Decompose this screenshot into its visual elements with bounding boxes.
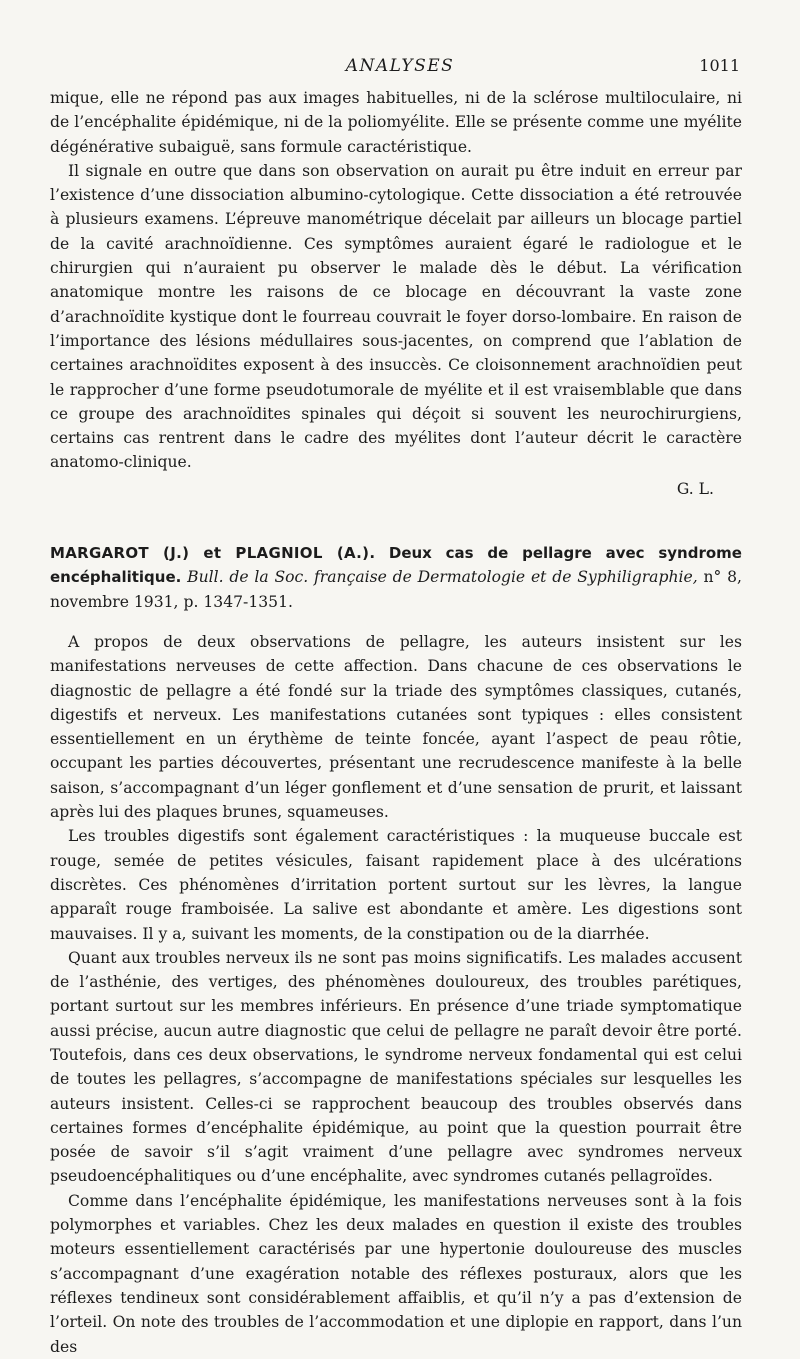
running-header bbox=[0, 56, 800, 80]
page-number: 1011 bbox=[699, 56, 740, 75]
paragraph: Comme dans l’encéphalite épidémique, les manifestations nerveuses sont à la fois polymorphes et variables. Chez les deux malades en question il existe des troubles moteurs essentiellement caractérisés par une hypertonie douloureuse des muscles s’accompagnant d’une exagération notable des réflexes posturaux, alors que les réflexes tendineux sont considérablement affaiblis, et qu’il n’y a pas d’extension de l’orteil. On note des troubles de l’accommodation et une diplopie en rapport, dans l’un des bbox=[50, 1191, 742, 1356]
section-spacer bbox=[50, 501, 742, 541]
paragraph: mique, elle ne répond pas aux images habituelles, ni de la sclérose multiloculaire, ni de l’encéphalite épidémique, ni de la poliomyélite. Elle se présente comme une myélite dégénérative subaiguë, sans formule caractéristique. bbox=[50, 89, 742, 156]
entry-citation: n° 8, novembre 1931, p. 1347-1351. bbox=[50, 568, 743, 611]
entry-authors: MARGAROT (J.) et PLAGNIOL (A.). bbox=[50, 544, 376, 563]
paragraph: Il signale en outre que dans son observation on aurait pu être induit en erreur par l’existence d’une dissociation albumino-cytologique. Cette dissociation a été retrouvée à plusieurs examens. L’épreuve manométrique décelait par ailleurs un blocage partiel de la cavité arachnoïdienne. Ces symptômes auraient égaré le radiologue et le chirurgien qui n’auraient pu observer le malade dès le début. La vérification anatomique montre les raisons de ce blocage en découvrant la vaste zone d’arachnoïdite kystique dont le fourreau couvrait le foyer dorso-lombaire. En raison de l’importance des lésions médullaires sous-jacentes, on comprend que l’ablation de certaines arachnoïdites exposent à des insuccès. Ce cloisonnement arachnoïdien peut le rapprocher d’une forme pseudotumorale de myélite et il est vraisemblable que dans ce groupe des arachnoïdites spinales qui déçoit si souvent les neurochirurgiens, certains cas rentrent dans le cadre des myélites dont l’auteur décrit le caractère anatomo-clinique. bbox=[50, 161, 742, 472]
entry-title: Deux cas de pellagre avec syndrome encéphalitique. bbox=[50, 544, 742, 587]
article-body bbox=[50, 86, 742, 1359]
paragraph: A propos de deux observations de pellagre, les auteurs insistent sur les manifestations nerveuses de cette affection. Dans chacune de ces observations le diagnostic de pellagre a été fondé sur la triade des symptômes classiques, cutanés, digestifs et nerveux. Les manifestations cutanées sont typiques : elles consistent essentiellement en un érythème de teinte foncée, ayant l’aspect de peau rôtie, occupant les parties découvertes, présentant une recrudescence manifeste à la belle saison, s’accompagnant d’un léger gonflement et d’une sensation de prurit, et laissant après lui des plaques brunes, squameuses. bbox=[50, 632, 742, 822]
entry-source: Bull. de la Soc. française de Dermatologie et de Syphiligraphie, bbox=[187, 568, 698, 587]
paragraph: Les troubles digestifs sont également caractéristiques : la muqueuse buccale est rouge, semée de petites vésicules, faisant rapidement place à des ulcérations discrètes. Ces phénomènes d’irritation portent surtout sur les lèvres, la langue apparaît rouge framboisée. La salive est abondante et amère. Les digestions sont mauvaises. Il y a, suivant les moments, de la constipation ou de la diarrhée. bbox=[50, 827, 742, 943]
reviewer-signature: G. L. bbox=[676, 479, 714, 498]
bibliographic-entry bbox=[50, 541, 742, 614]
paragraph: Quant aux troubles nerveux ils ne sont pas moins significatifs. Les malades accusent de l’asthénie, des vertiges, des phénomènes douloureux, des troubles parétiques, portant surtout sur les membres inférieurs. En présence d’une triade symptomatique aussi précise, aucun autre diagnostic que celui de pellagre ne paraît devoir être porté. Toutefois, dans ces deux observations, le syndrome nerveux fondamental qui est celui de toutes les pellagres, s’accompagne de manifestations spéciales sur lesquelles les auteurs insistent. Celles-ci se rapprochent beaucoup des troubles observés dans certaines formes d’encéphalite épidémique, au point que la question pourrait être posée de savoir s’il s’agit vraiment d’une pellagre avec syndromes nerveux pseudoencéphalitiques ou d’une encéphalite, avec syndromes cutanés pellagroïdes. bbox=[50, 948, 742, 1186]
running-title: ANALYSES bbox=[345, 56, 455, 76]
